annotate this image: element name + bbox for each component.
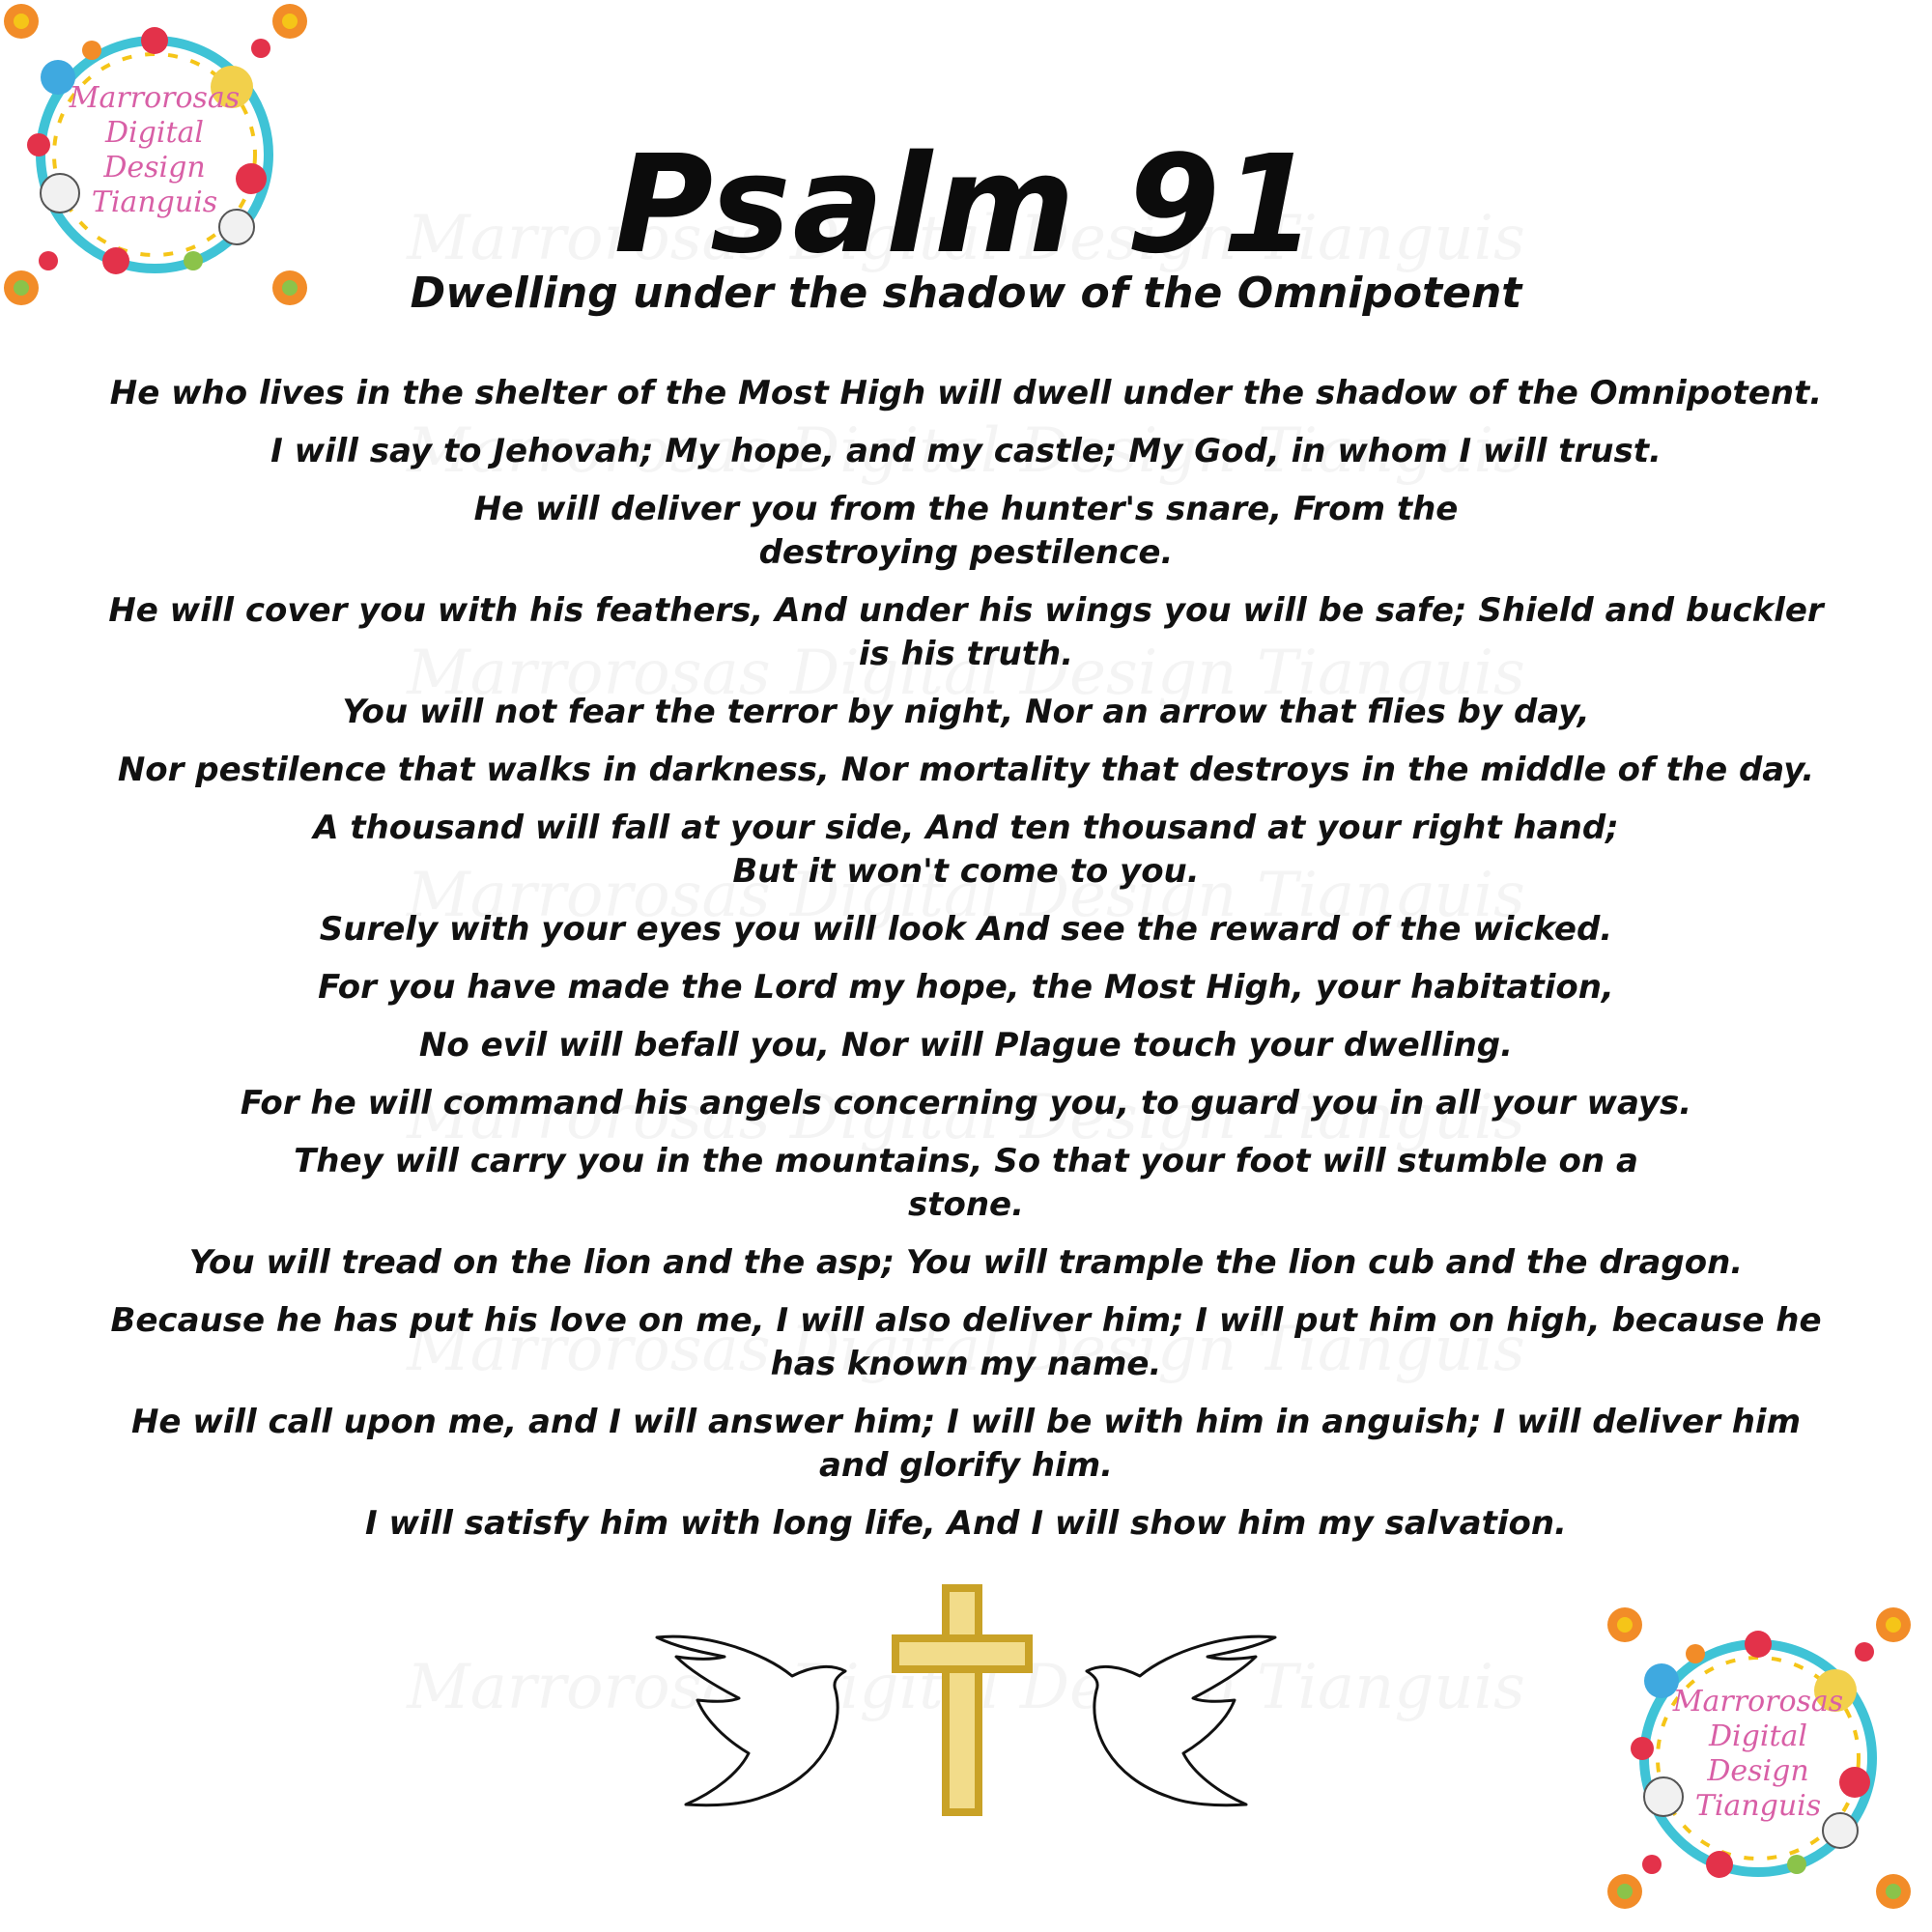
logo-line-2: Digital bbox=[1709, 1719, 1807, 1753]
logo-text bbox=[1604, 1685, 1913, 1824]
verse-16: I will satisfy him with long life, And I will show him my salvation. bbox=[365, 1504, 1567, 1543]
verse-14: Because he has put his love on me, I will also deliver him; I will put him on high, because he has known my name. bbox=[110, 1301, 1822, 1383]
verse-5: You will not fear the terror by night, Nor an arrow that flies by day, bbox=[342, 693, 1590, 731]
logo-line-4: Tianguis bbox=[1694, 1789, 1822, 1823]
doves-and-cross-ornament bbox=[647, 1575, 1285, 1826]
logo-line-1: Marrorosas bbox=[1672, 1685, 1844, 1719]
verse-6: Nor pestilence that walks in darkness, Nor mortality that destroys in the middle of the day. bbox=[117, 751, 1815, 789]
verse-12: They will carry you in the mountains, So that your foot will stumble on a stone. bbox=[294, 1142, 1638, 1224]
verse-2: I will say to Jehovah; My hope, and my castle; My God, in whom I will trust. bbox=[270, 432, 1662, 470]
verse-4: He will cover you with his feathers, And under his wings you will be safe; Shield and buckler is his truth. bbox=[108, 591, 1824, 673]
verse-10: No evil will befall you, Nor will Plague touch your dwelling. bbox=[418, 1026, 1514, 1065]
verse-7: A thousand will fall at your side, And ten thousand at your right hand; But it won't come to you. bbox=[313, 809, 1619, 891]
logo-line-2: Digital bbox=[105, 116, 204, 150]
verse-1: He who lives in the shelter of the Most High will dwell under the shadow of the Omnipotent. bbox=[109, 374, 1823, 412]
dove-right-icon bbox=[1087, 1636, 1275, 1804]
logo-line-1: Marrorosas bbox=[69, 81, 241, 115]
logo-line-3: Design bbox=[103, 151, 206, 185]
page-subtitle: Dwelling under the shadow of the Omnipotent bbox=[410, 269, 1522, 318]
verse-15: He will call upon me, and I will answer him; I will be with him in anguish; I will deliver him and glorify him. bbox=[130, 1403, 1802, 1485]
logo-line-4: Tianguis bbox=[91, 185, 218, 219]
verse-8: Surely with your eyes you will look And see the reward of the wicked. bbox=[319, 910, 1613, 949]
logo-wreath-bottom-right bbox=[1604, 1604, 1913, 1913]
verse-13: You will tread on the lion and the asp; You will trample the lion cub and the dragon. bbox=[188, 1243, 1744, 1282]
logo-line-3: Design bbox=[1707, 1754, 1809, 1788]
dove-left-icon bbox=[657, 1636, 845, 1804]
gold-cross-icon bbox=[892, 1584, 1033, 1816]
verse-9: For you have made the Lord my hope, the Most High, your habitation, bbox=[318, 968, 1614, 1007]
page-title: Psalm 91 bbox=[613, 127, 1319, 284]
verse-3: He will deliver you from the hunter's snare, From the destroying pestilence. bbox=[473, 490, 1459, 572]
verse-11: For he will command his angels concerning you, to guard you in all your ways. bbox=[240, 1084, 1692, 1122]
verse-list bbox=[106, 372, 1826, 1560]
